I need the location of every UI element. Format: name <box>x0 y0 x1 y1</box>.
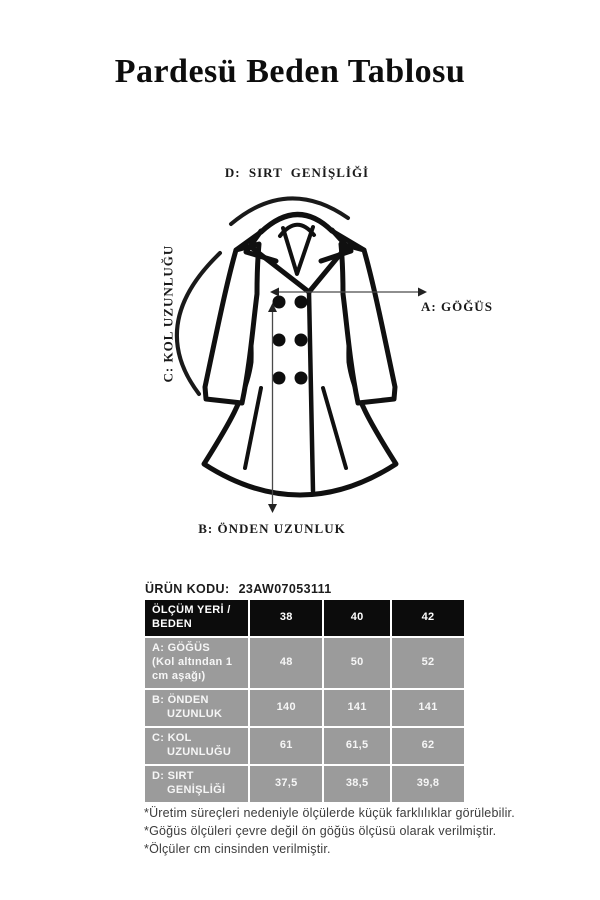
value-cell: 39,8 <box>392 766 464 802</box>
chest-label: A: GÖĞÜS <box>421 299 493 314</box>
table-row-front-length <box>145 690 464 726</box>
value-cell: 61,5 <box>324 728 390 764</box>
value-cell: 62 <box>392 728 464 764</box>
page-title: Pardesü Beden Tablosu <box>114 53 466 90</box>
size-header-cell: 40 <box>324 600 390 636</box>
footnote-line: *Göğüs ölçüleri çevre değil ön göğüs ölçüsü olarak verilmiştir. <box>144 824 497 838</box>
value-cell: 48 <box>250 638 322 688</box>
product-code <box>145 582 332 596</box>
coat-measurement-diagram <box>125 150 485 560</box>
table-row-chest <box>145 638 464 688</box>
measure-header-cell: ÖLÇÜM YERİ / BEDEN <box>145 600 248 636</box>
size-table-header-row <box>145 600 464 636</box>
value-cell: 141 <box>392 690 464 726</box>
product-code-value: 23AW07053111 <box>238 582 332 596</box>
value-cell: 50 <box>324 638 390 688</box>
measure-label-cell: B: ÖNDEN UZUNLUK <box>145 690 248 726</box>
size-header-cell: 42 <box>392 600 464 636</box>
size-header-cell: 38 <box>250 600 322 636</box>
back-width-label: D: SIRT GENİŞLİĞİ <box>224 165 370 180</box>
value-cell: 37,5 <box>250 766 322 802</box>
value-cell: 38,5 <box>324 766 390 802</box>
product-code-label: ÜRÜN KODU: <box>145 582 230 596</box>
table-row-sleeve-length <box>145 728 464 764</box>
value-cell: 61 <box>250 728 322 764</box>
footnote-line: *Ölçüler cm cinsinden verilmiştir. <box>144 842 331 856</box>
measure-label-cell: A: GÖĞÜS (Kol altından 1 cm aşağı) <box>145 638 248 688</box>
footnote-line: *Üretim süreçleri nedeniyle ölçülerde küçük farklılıklar görülebilir. <box>144 806 515 820</box>
value-cell: 141 <box>324 690 390 726</box>
coat-illustration <box>204 214 396 495</box>
sleeve-length-label: C: KOL UZUNLUĞU <box>160 244 176 383</box>
table-row-back-width <box>145 766 464 802</box>
value-cell: 140 <box>250 690 322 726</box>
measure-label-cell: D: SIRT GENİŞLİĞİ <box>145 766 248 802</box>
value-cell: 52 <box>392 638 464 688</box>
footnotes <box>144 804 515 858</box>
front-length-label: B: ÖNDEN UZUNLUK <box>198 521 346 536</box>
size-table <box>143 598 466 804</box>
measure-label-cell: C: KOL UZUNLUĞU <box>145 728 248 764</box>
